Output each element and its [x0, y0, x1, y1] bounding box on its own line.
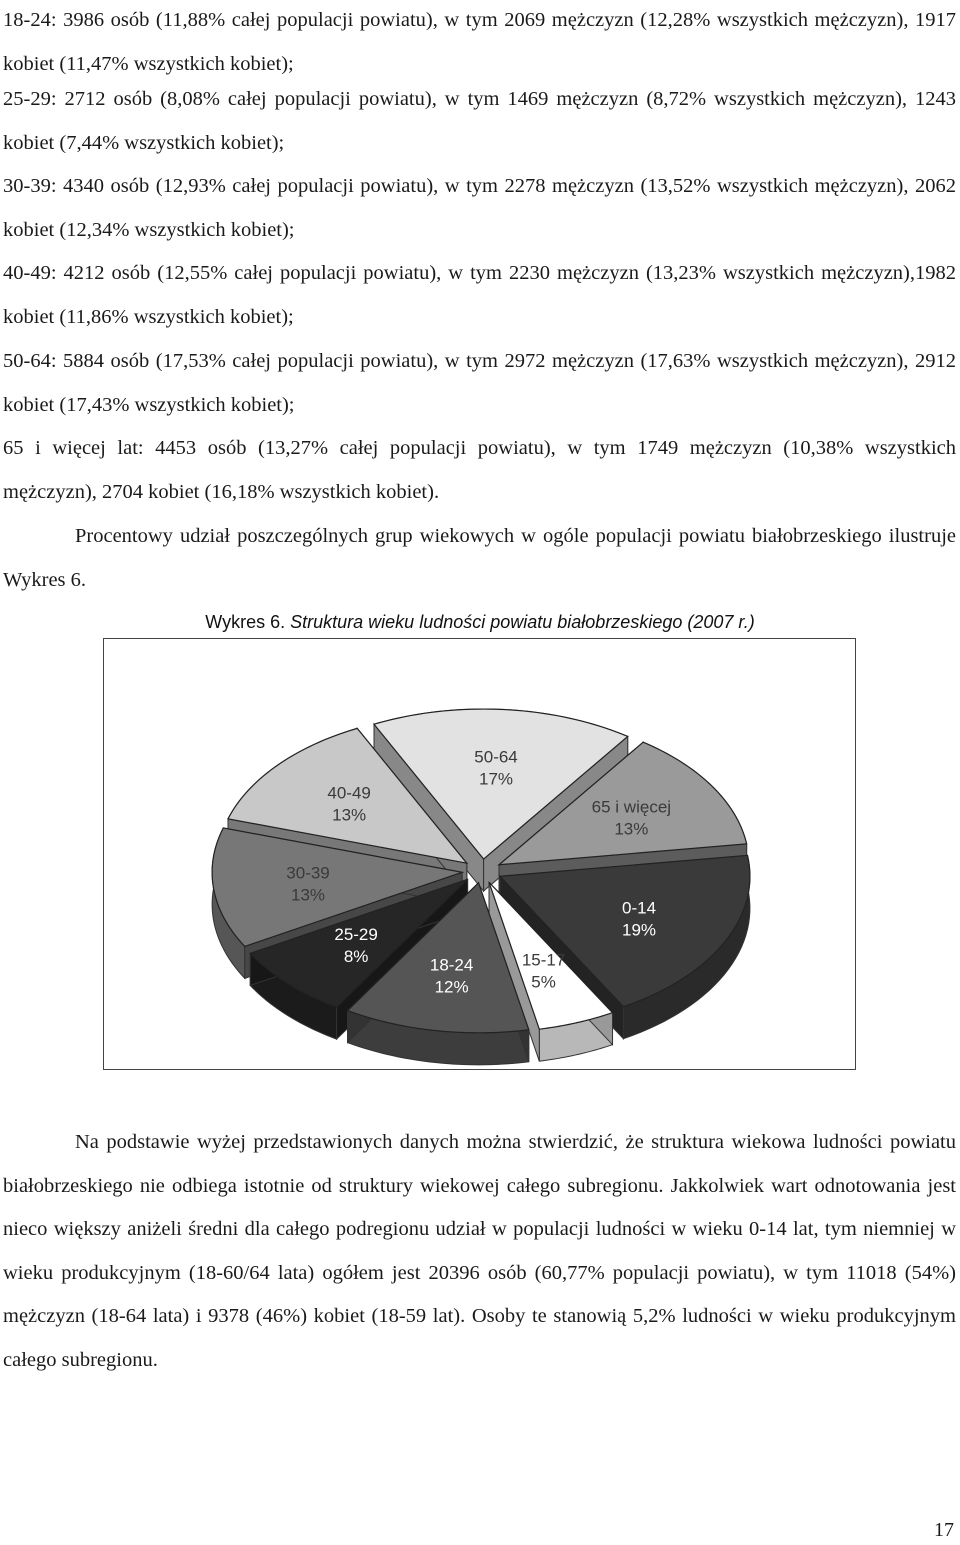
pie-label-value: 17%	[479, 769, 514, 789]
pie-label-value: 12%	[434, 977, 469, 997]
pie-label-category: 25-29	[334, 924, 378, 944]
pie-label-value: 8%	[343, 946, 369, 966]
pie-label-category: 18-24	[429, 955, 474, 975]
pie-label-category: 50-64	[474, 747, 518, 767]
paragraph-summary: Na podstawie wyżej przedstawionych danych można stwierdzić, że struktura wiekowa ludności powiatu białobrzeskiego nie odbiega istotnie od struktury wiekowej całego subregionu. Jakkolwiek wart odnotowania jest nieco większy aniżeli średni dla całego podregionu udział w populacji ludności w wieku 0-14 lat, tym niemniej w wieku produkcyjnym (18-60/64 lata) ogółem jest 20396 osób (60,77% populacji powiatu), w tym 11018 (54%) mężczyzn (18-64 lata) i 9378 (46%) kobiet (18-59 lat). Osoby te stanowią 5,2% ludności w wieku produkcyjnym całego subregionu.	[3, 1131, 956, 1371]
paragraph-age-40-49: 40-49: 4212 osób (12,55% całej populacji powiatu), w tym 2230 mężczyzn (13,23% wszystkich mężczyzn),1982 kobiet (11,86% wszystkich kobiet);	[3, 262, 956, 328]
pie-chart	[104, 639, 854, 1068]
figure-caption-prefix: Wykres 6.	[205, 612, 286, 632]
pie-label-category: 30-39	[286, 863, 330, 883]
paragraph-age-25-29: 25-29: 2712 osób (8,08% całej populacji powiatu), w tym 1469 mężczyzn (8,72% wszystkich mężczyzn), 1243 kobiet (7,44% wszystkich kobiet);	[3, 88, 956, 154]
page-number: 17	[934, 1519, 954, 1541]
pie-label-value: 5%	[531, 972, 556, 992]
paragraph-age-30-39: 30-39: 4340 osób (12,93% całej populacji powiatu), w tym 2278 mężczyzn (13,52% wszystkich mężczyzn), 2062 kobiet (12,34% wszystkich kobiet);	[3, 175, 956, 241]
paragraph-chart-intro: Procentowy udział poszczególnych grup wiekowych w ogóle populacji powiatu białobrzeskiego ilustruje Wykres 6.	[3, 525, 956, 591]
pie-label-value: 19%	[622, 920, 657, 940]
pie-label-category: 40-49	[327, 783, 371, 803]
paragraph-age-50-64: 50-64: 5884 osób (17,53% całej populacji powiatu), w tym 2972 mężczyzn (17,63% wszystkich mężczyzn), 2912 kobiet (17,43% wszystkich kobiet);	[3, 350, 956, 416]
paragraph-age-65-plus: 65 i więcej lat: 4453 osób (13,27% całej populacji powiatu), w tym 1749 mężczyzn (10,38% wszystkich mężczyzn), 2704 kobiet (16,18% wszystkich kobiet).	[3, 437, 956, 503]
pie-label-category: 0-14	[622, 898, 657, 918]
pie-chart-frame	[103, 638, 856, 1070]
pie-label-value: 13%	[291, 885, 326, 905]
pie-label-value: 13%	[332, 805, 367, 825]
pie-label-value: 13%	[614, 819, 649, 839]
figure-caption	[0, 608, 960, 636]
pie-label-category: 15-17	[521, 950, 566, 970]
paragraph-age-18-24: 18-24: 3986 osób (11,88% całej populacji powiatu), w tym 2069 mężczyzn (12,28% wszystkich mężczyzn), 1917 kobiet (11,47% wszystkich kobiet);	[3, 9, 956, 75]
pie-label-category: 65 i więcej	[591, 797, 672, 817]
figure-caption-title: Struktura wieku ludności powiatu białobrzeskiego (2007 r.)	[290, 612, 755, 632]
